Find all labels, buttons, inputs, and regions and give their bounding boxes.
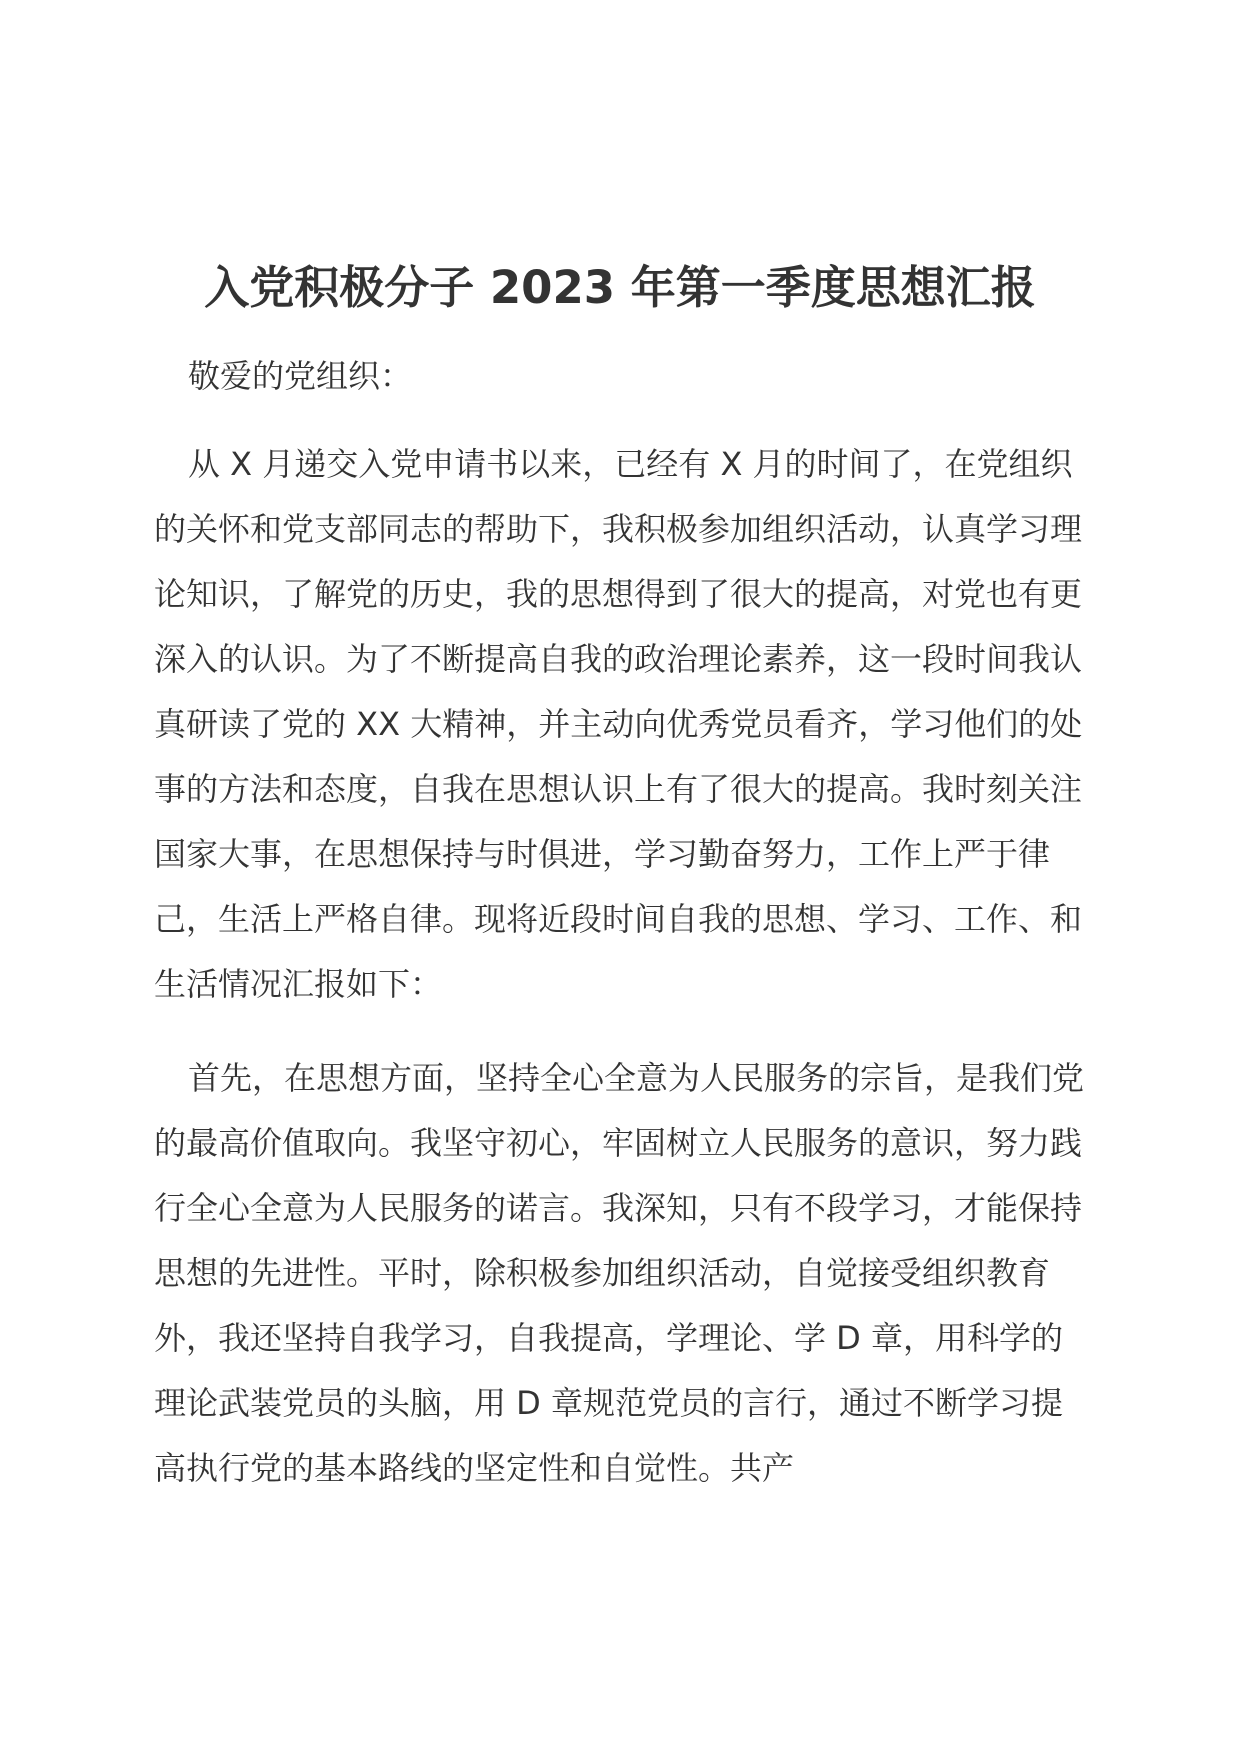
paragraph-2: 首先，在思想方面，坚持全心全意为人民服务的宗旨，是我们党的最高价值取向。我坚守初心，牢固树立人民服务的意识，努力践行全心全意为人民服务的诺言。我深知，只有不段学习，才能保持思想的先进性。平时，除积极参加组织活动，自觉接受组织教育外，我还坚持自我学习，自我提高，学理论、学 D 章，用科学的理论武装党员的头脑，用 D 章规范党员的言行，通过不断学习提高执行党的基本路线的坚定性和自觉性。共产 [154,1059,1085,1487]
document-title: 入党积极分子 2023 年第一季度思想汇报 [204,261,1036,314]
paragraph-1: 从 X 月递交入党申请书以来，已经有 X 月的时间了，在党组织的关怀和党支部同志的帮助下，我积极参加组织活动，认真学习理论知识，了解党的历史，我的思想得到了很大的提高，对党也有更深入的认识。为了不断提高自我的政治理论素养，这一段时间我认真研读了党的 XX 大精神，并主动向优秀党员看齐，学习他们的处事的方法和态度，自我在思想认识上有了很大的提高。我时刻关注国家大事，在思想保持与时俱进，学习勤奋努力，工作上严于律己，生活上严格自律。现将近段时间自我的思想、学习、工作、和生活情况汇报如下： [154,445,1083,1003]
salutation: 敬爱的党组织： [188,357,413,395]
